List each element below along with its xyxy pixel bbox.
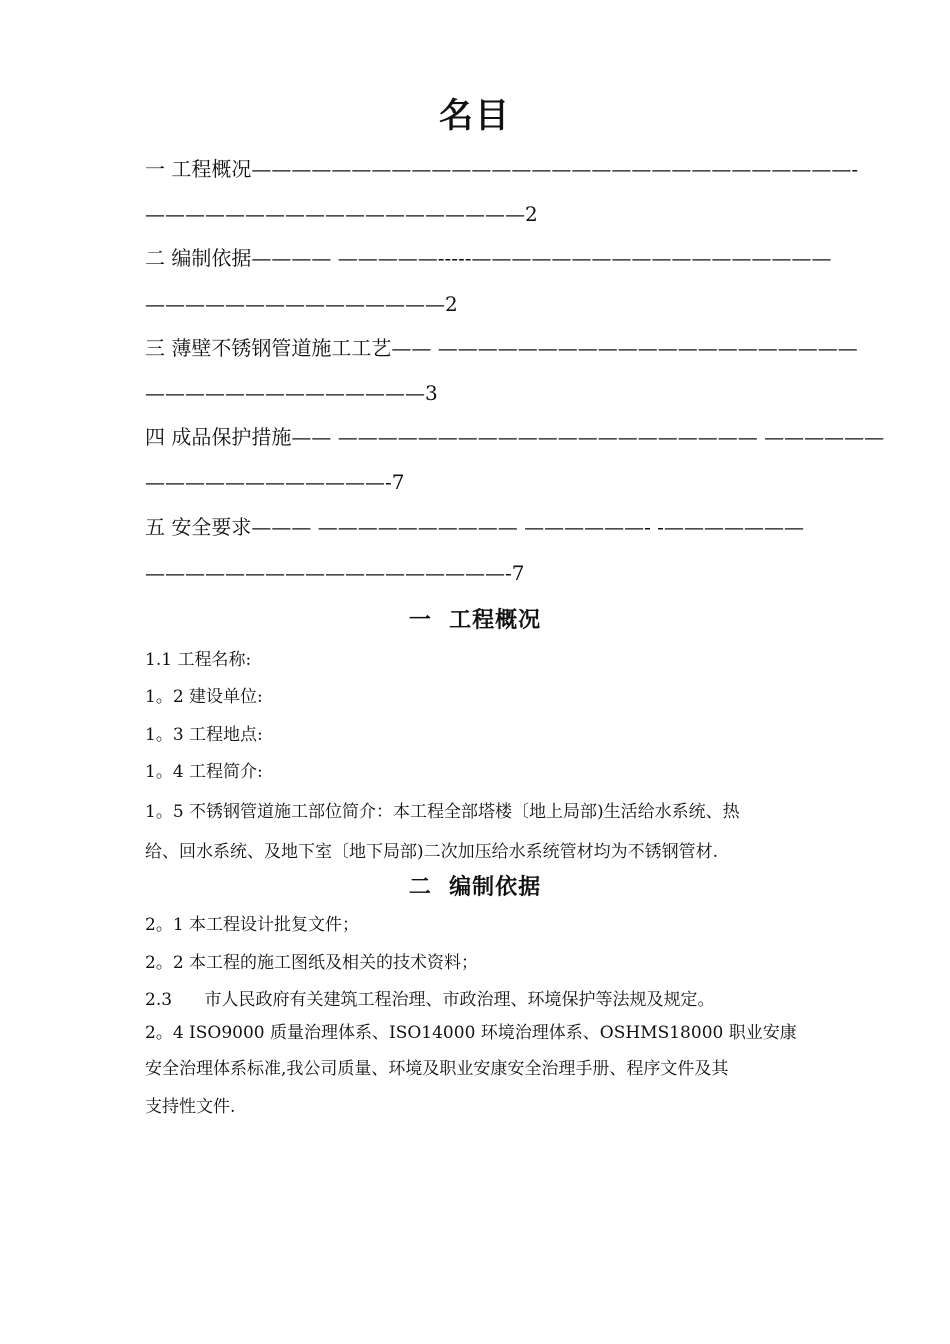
body-line: 2。2 本工程的施工图纸及相关的技术资料； bbox=[145, 953, 479, 973]
toc-entry-1-line-1: 一 工程概况——————————————————————————————- bbox=[145, 157, 859, 181]
body-line: 2。4 ISO9000 质量治理体系、ISO14000 环境治理体系、OSHMS18000 职业安康 bbox=[145, 1023, 797, 1043]
toc-entry-2-line-2: ———————————————2 bbox=[145, 292, 458, 316]
section-heading: 一 工程概况 bbox=[408, 608, 542, 633]
toc-entry-4-line-2: ————————————-7 bbox=[145, 470, 405, 494]
body-line: 给、回水系统、及地下室〔地下局部)二次加压给水系统管材均为不锈钢管材. bbox=[145, 842, 719, 862]
body-line: 1。5 不锈钢管道施工部位简介：本工程全部塔楼〔地上局部)生活给水系统、热 bbox=[145, 802, 740, 822]
body-line: 支持性文件. bbox=[145, 1097, 236, 1117]
toc-entry-4-line-1: 四 成品保护措施—— ————————————————————— —————— bbox=[145, 425, 885, 449]
document-title: 名目 bbox=[439, 96, 511, 136]
toc-entry-3-line-2: ——————————————3 bbox=[145, 381, 438, 405]
body-line: 2.3 市人民政府有关建筑工程治理、市政治理、环境保护等法规及规定。 bbox=[145, 990, 715, 1010]
toc-entry-2-line-1: 二 编制依据———— —————-----—————————————————— bbox=[145, 246, 832, 270]
toc-entry-5-line-2: ——————————————————-7 bbox=[145, 561, 525, 585]
body-line: 1。4 工程简介: bbox=[145, 762, 263, 782]
section-heading: 二 编制依据 bbox=[408, 875, 542, 900]
toc-entry-3-line-1: 三 薄壁不锈钢管道施工工艺—— ————————————————————— bbox=[145, 336, 858, 360]
body-line: 1。2 建设单位: bbox=[145, 687, 263, 707]
body-line: 2。1 本工程设计批复文件； bbox=[145, 915, 360, 935]
toc-entry-1-line-2: ———————————————————2 bbox=[145, 202, 538, 226]
toc-entry-5-line-1: 五 安全要求——— —————————— ——————- -——————— bbox=[145, 515, 804, 539]
body-line: 1.1 工程名称: bbox=[145, 650, 252, 670]
body-line: 安全治理体系标准,我公司质量、环境及职业安康安全治理手册、程序文件及其 bbox=[145, 1059, 729, 1079]
body-line: 1。3 工程地点: bbox=[145, 725, 263, 745]
